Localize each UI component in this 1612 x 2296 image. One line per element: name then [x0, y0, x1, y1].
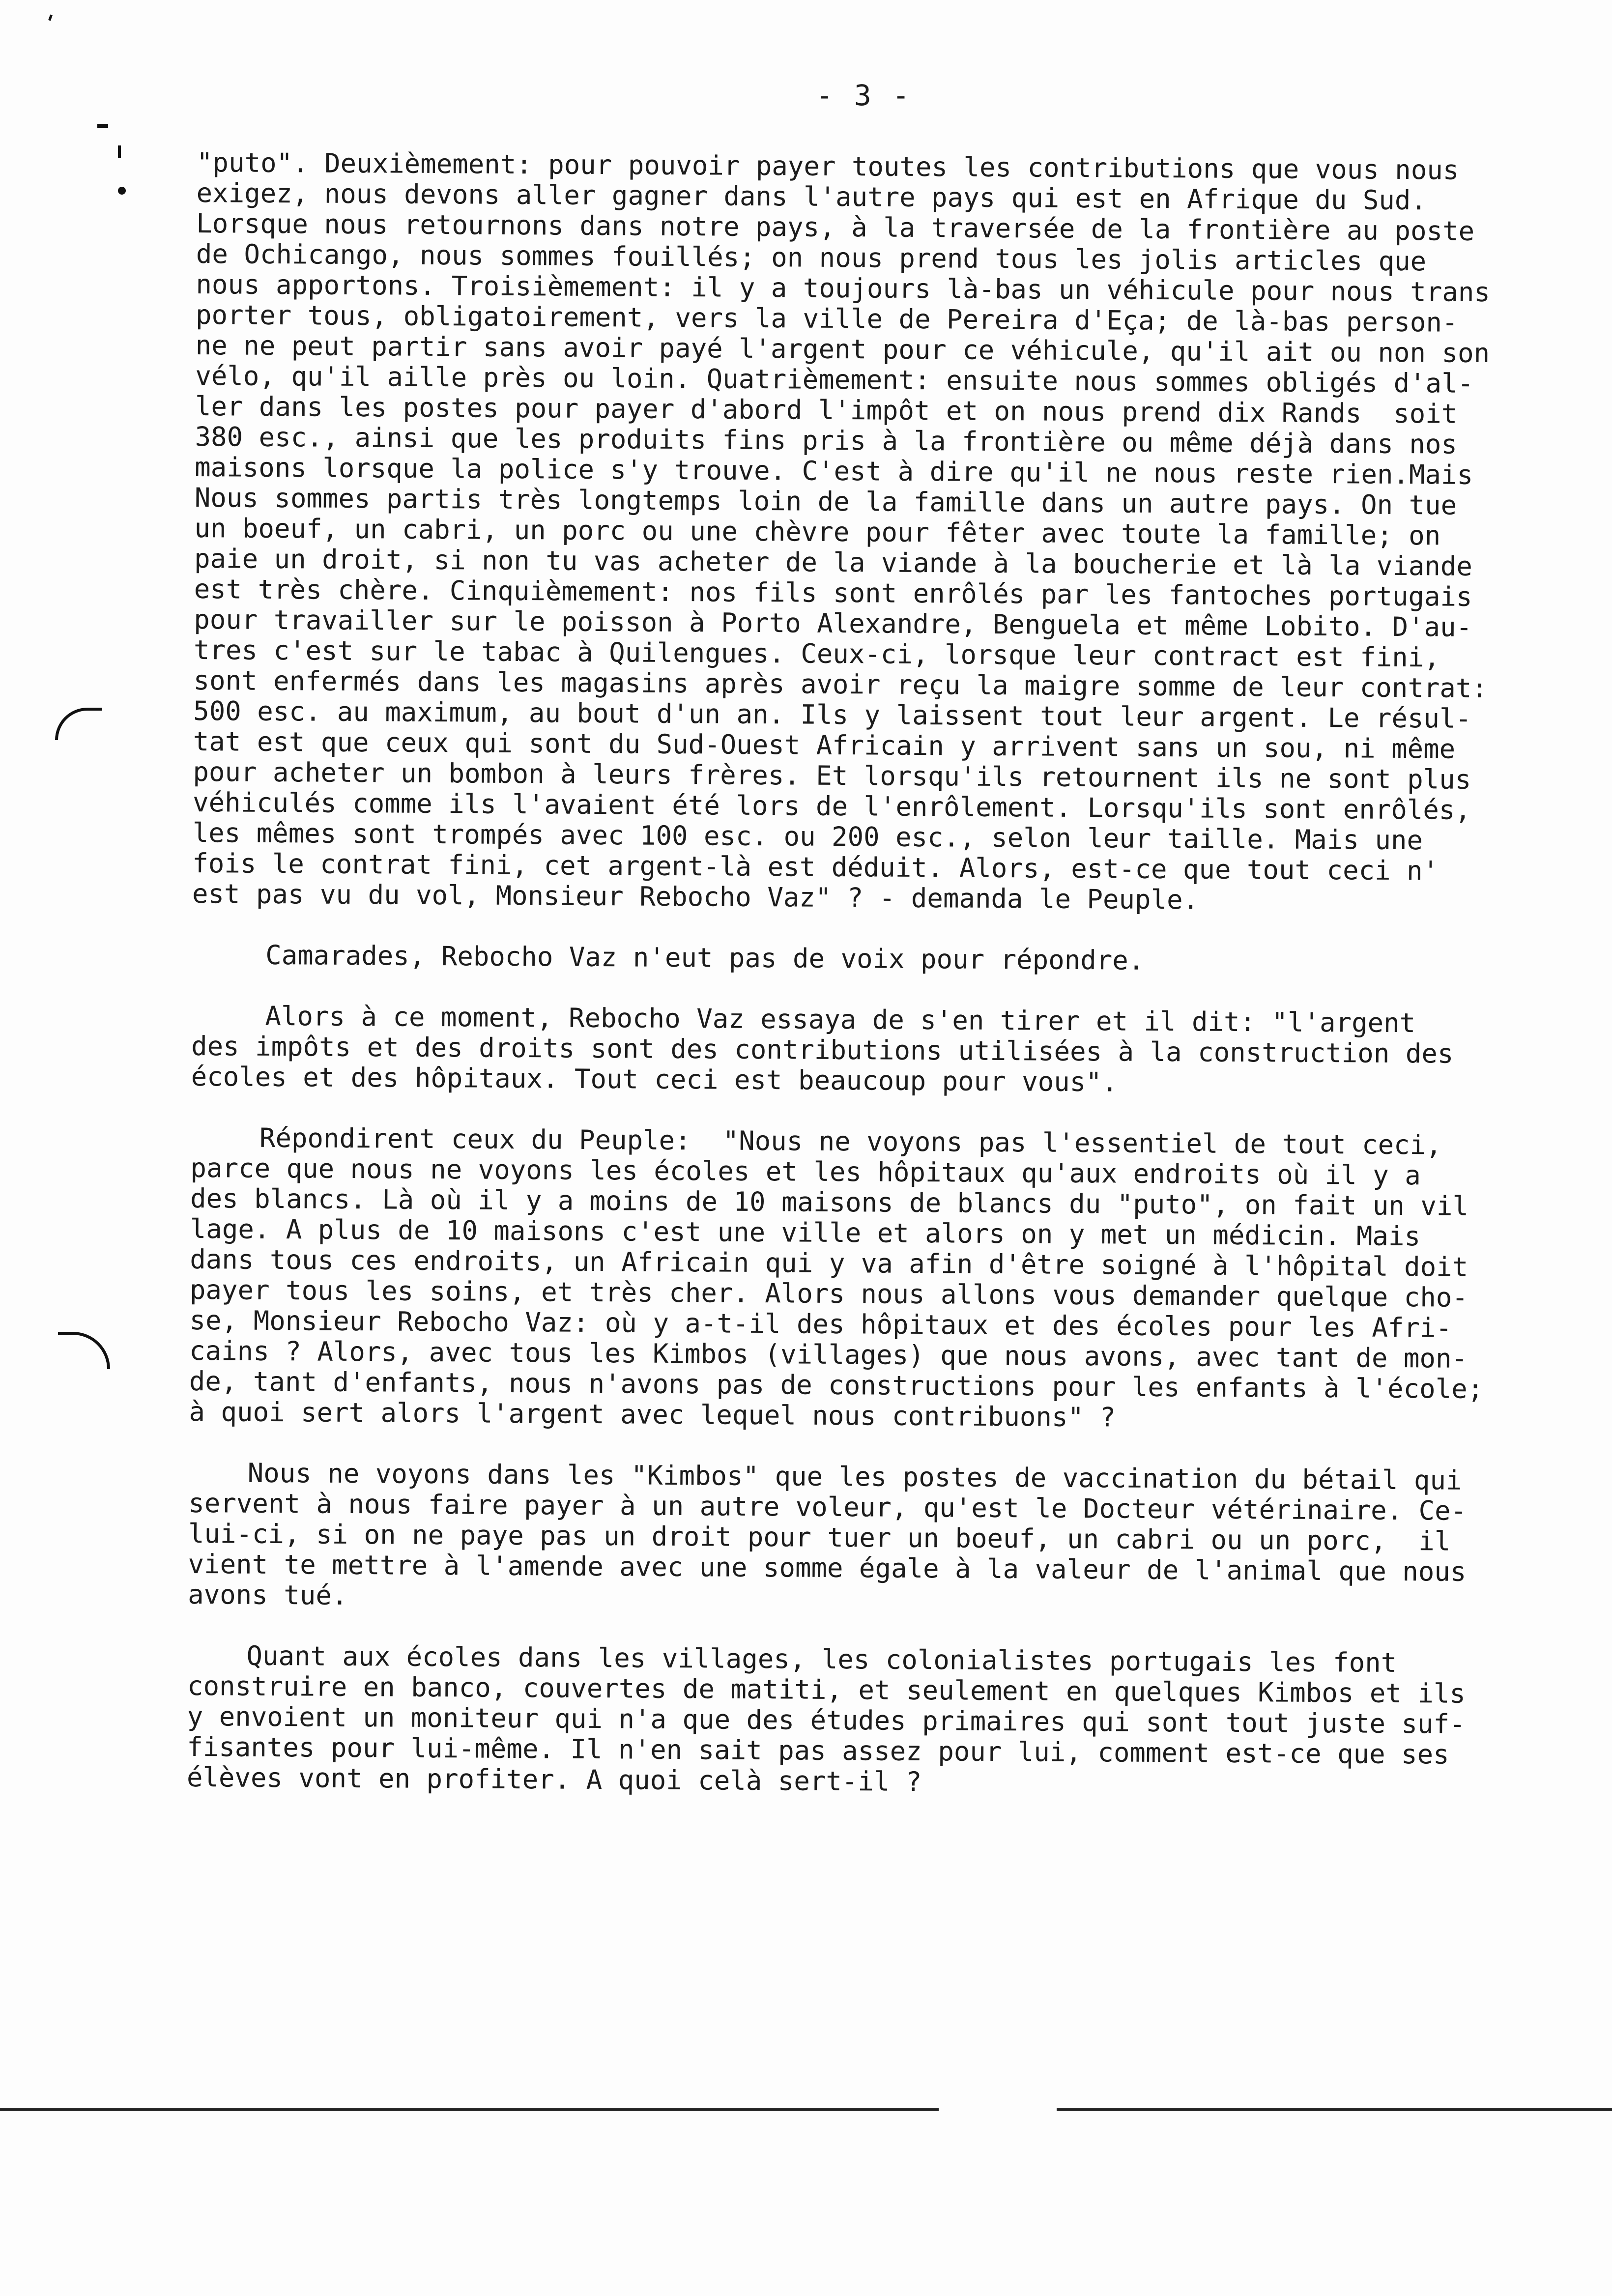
text-line: à quoi sert alors l'argent avec lequel nous contribuons" ? [189, 1396, 1116, 1433]
text-line: parce que nous ne voyons les écoles et les hôpitaux qu'aux endroits où il y a [190, 1152, 1421, 1191]
paragraph-6 [187, 1640, 1525, 1801]
paragraph-3 [191, 1001, 1528, 1100]
text-line: véhiculés comme ils l'avaient été lors de l'enrôlement. Lorsqu'ils sont enrôlés, [192, 787, 1471, 826]
text-line: Lorsque nous retournons dans notre pays, à la traversée de la frontière au poste [196, 208, 1475, 247]
margin-bracket-close [58, 1332, 110, 1369]
text-line: est pas vu du vol, Monsieur Rebocho Vaz" ? - demanda le Peuple. [192, 878, 1199, 916]
text-line: des blancs. Là où il y a moins de 10 maisons de blancs du "puto", on fait un vil [190, 1182, 1469, 1222]
text-line: 380 esc., ainsi que les produits fins pris à la frontière ou même déjà dans nos [195, 421, 1458, 460]
text-line: fisantes pour lui-même. Il n'en sait pas assez pour lui, comment est-ce que ses [187, 1731, 1449, 1770]
text-line: Alors à ce moment, Rebocho Vaz essaya de s'en tirer et il dit: "l'argent [265, 1000, 1416, 1039]
text-line: tres c'est sur le tabac à Quilengues. Ceux-ci, lorsque leur contract est fini, [193, 634, 1440, 673]
text-line: 500 esc. au maximum, au bout d'un an. Ils y laissent tout leur argent. Le résul- [193, 695, 1472, 734]
margin-tick-mark [118, 145, 121, 158]
text-line: ne ne peut partir sans avoir payé l'argent pour ce véhicule, qu'il ait ou non son [195, 330, 1490, 369]
text-line: un boeuf, un cabri, un porc ou une chèvre pour fêter avec toute la famille; on [194, 513, 1441, 551]
margin-bracket-open [55, 708, 102, 740]
text-line: se, Monsieur Rebocho Vaz: où y a-t-il des hôpitaux et des écoles pour les Afri- [189, 1304, 1452, 1344]
text-line: exigez, nous devons aller gagner dans l'autre pays qui est en Afrique du Sud. [196, 177, 1427, 216]
text-line: "puto". Deuxièmement: pour pouvoir payer toutes les contributions que vous nous [196, 147, 1459, 186]
text-line: lui-ci, si on ne paye pas un droit pour tuer un boeuf, un cabri ou un porc, il [188, 1518, 1451, 1557]
text-line: lage. A plus de 10 maisons c'est une ville et alors on y met un médicin. Mais [190, 1213, 1421, 1252]
body-text [187, 147, 1533, 1801]
text-line: les mêmes sont trompés avec 100 esc. ou 200 esc., selon leur taille. Mais une [192, 817, 1423, 856]
text-line: pour acheter un bombon à leurs frères. Et lorsqu'ils retournent ils ne sont plus [193, 756, 1471, 795]
text-line: Nous sommes partis très longtemps loin de la famille dans un autre pays. On tue [194, 482, 1457, 521]
text-line: Répondirent ceux du Peuple: "Nous ne voyons pas l'essentiel de tout ceci, [259, 1122, 1442, 1161]
margin-speck [48, 15, 53, 21]
text-line: nous apportons. Troisièmement: il y a toujours là-bas un véhicule pour nous trans [196, 269, 1491, 308]
text-line: Nous ne voyons dans les "Kimbos" que les postes de vaccination du bétail qui [247, 1457, 1462, 1496]
text-line: cains ? Alors, avec tous les Kimbos (villages) que nous avons, avec tant de mon- [189, 1335, 1468, 1374]
text-line: de, tant d'enfants, nous n'avons pas de constructions pour les enfants à l'école; [189, 1365, 1484, 1405]
text-line: y envoient un moniteur qui n'a que des études primaires qui sont tout juste suf- [187, 1700, 1466, 1740]
page-number: - 3 - [816, 79, 912, 112]
text-line: construire en banco, couvertes de matiti, et seulement en quelques Kimbos et ils [187, 1670, 1466, 1709]
text-line: est très chère. Cinquièmement: nos fils sont enrôlés par les fantoches portugais [194, 574, 1472, 612]
text-line: élèves vont en profiter. A quoi celà sert-il ? [186, 1761, 922, 1798]
text-line: de Ochicango, nous sommes fouillés; on nous prend tous les jolis articles que [196, 238, 1427, 277]
text-line: Camarades, Rebocho Vaz n'eut pas de voix pour répondre. [265, 939, 1145, 976]
margin-dash-mark [97, 124, 108, 128]
text-line: tat est que ceux qui sont du Sud-Ouest Africain y arrivent sans un sou, ni même [193, 726, 1456, 765]
text-line: écoles et des hôpitaux. Tout ceci est beaucoup pour vous". [191, 1061, 1118, 1098]
text-line: vélo, qu'il aille près ou loin. Quatrièmement: ensuite nous sommes obligés d'al- [195, 360, 1474, 399]
text-line: avons tué. [188, 1578, 348, 1611]
bottom-rule-right [1057, 2108, 1612, 2111]
paragraph-1 [192, 147, 1533, 918]
paragraph-5 [188, 1458, 1526, 1618]
text-line: Quant aux écoles dans les villages, les colonialistes portugais les font [246, 1640, 1397, 1679]
text-line: sont enfermés dans les magasins après avoir reçu la maigre somme de leur contrat: [193, 665, 1488, 704]
text-line: pour travailler sur le poisson à Porto Alexandre, Benguela et même Lobito. D'au- [194, 604, 1472, 643]
text-line: fois le contrat fini, cet argent-là est déduit. Alors, est-ce que tout ceci n' [192, 848, 1439, 887]
text-line: maisons lorsque la police s'y trouve. C'est à dire qu'il ne nous reste rien.Mais [195, 452, 1473, 490]
text-line: ler dans les postes pour payer d'abord l'impôt et on nous prend dix Rands soit [195, 391, 1458, 430]
text-line: payer tous les soins, et très cher. Alors nous allons vous demander quelque cho- [189, 1274, 1468, 1313]
text-line: paie un droit, si non tu vas acheter de la viande à la boucherie et là la viande [194, 543, 1473, 582]
bottom-rule-left [0, 2108, 939, 2111]
text-line: servent à nous faire payer à un autre voleur, qu'est le Docteur vétérinaire. Ce- [188, 1487, 1467, 1526]
text-line: vient te mettre à l'amende avec une somme égale à la valeur de l'animal que nous [188, 1548, 1467, 1587]
text-line: dans tous ces endroits, un Africain qui y va afin d'être soigné à l'hôpital doit [190, 1243, 1468, 1283]
paragraph-4 [189, 1122, 1527, 1435]
margin-dot-mark [118, 187, 126, 195]
text-line: porter tous, obligatoirement, vers la ville de Pereira d'Eça; de là-bas person- [195, 299, 1458, 338]
text-line: des impôts et des droits sont des contributions utilisées à la construction des [191, 1030, 1454, 1069]
